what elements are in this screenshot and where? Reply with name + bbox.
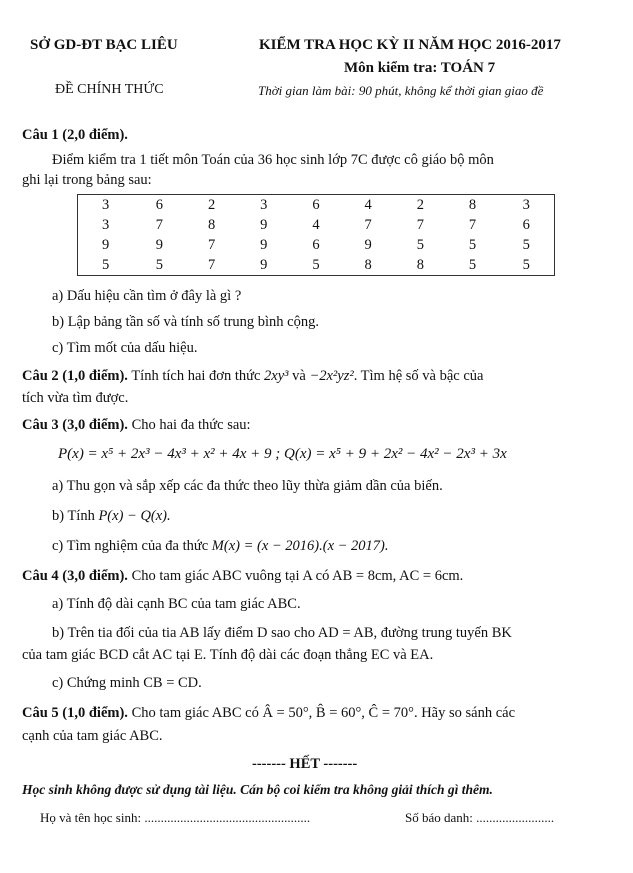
- q1-part-b: b) Lập bảng tần số và tính số trung bình cộng.: [52, 314, 319, 330]
- table-cell: 3: [260, 196, 268, 213]
- end-marker: ------- HẾT -------: [252, 756, 358, 772]
- q3-label: Câu 3 (3,0 điểm).: [22, 417, 128, 433]
- table-cell: 8: [468, 196, 477, 213]
- table-cell: 5: [468, 256, 477, 273]
- exam-subject: Môn kiểm tra: TOÁN 7: [344, 60, 496, 76]
- table-cell: 6: [522, 216, 530, 233]
- table-cell: 5: [416, 236, 424, 253]
- table-cell: 2: [416, 196, 424, 213]
- q2-line2: tích vừa tìm được.: [22, 390, 129, 406]
- q3-part-a: a) Thu gọn và sắp xếp các đa thức theo lũy thừa giảm dần của biến.: [52, 478, 443, 494]
- table-cell: 3: [522, 196, 530, 213]
- q4-part-b-line2: của tam giác BCD cắt AC tại E. Tính độ dài các đoạn thẳng EC và EA.: [22, 647, 434, 663]
- official-exam-label: ĐỀ CHÍNH THỨC: [55, 82, 164, 97]
- q3-part-b-math: P(x) − Q(x).: [98, 508, 171, 524]
- q2-line1: [22, 368, 483, 385]
- q1-part-a: a) Dấu hiệu cần tìm ở đây là gì ?: [52, 288, 242, 304]
- table-cell: 7: [416, 216, 424, 233]
- table-cell: 4: [364, 196, 372, 213]
- table-cell: 5: [468, 236, 477, 253]
- table-cell: 8: [207, 216, 216, 233]
- score-table: [77, 194, 555, 276]
- q3-intro: Cho hai đa thức sau:: [131, 417, 251, 433]
- q4-line1: [22, 568, 463, 585]
- exam-title: KIỂM TRA HỌC KỲ II NĂM HỌC 2016-2017: [259, 37, 561, 53]
- exam-time: Thời gian làm bài: 90 phút, không kể thời gian giao đề: [258, 83, 544, 98]
- q5-line1: [22, 705, 515, 722]
- q4-label: Câu 4 (3,0 điểm).: [22, 568, 128, 584]
- q2-and: và: [292, 368, 306, 384]
- q3-polynomials: P(x) = x⁵ + 2x³ − 4x³ + x² + 4x + 9 ; Q(x) = x⁵ + 9 + 2x² − 4x² − 2x³ + 3x: [58, 446, 507, 462]
- student-name-field: Họ và tên học sinh: ...................................................: [40, 810, 311, 825]
- table-cell: 5: [522, 256, 530, 273]
- table-cell: 9: [260, 256, 268, 273]
- student-id-field: Số báo danh: ........................: [405, 810, 555, 825]
- table-cell: 8: [416, 256, 424, 273]
- q1-label: Câu 1 (2,0 điểm).: [22, 127, 128, 143]
- q3-part-c-text: c) Tìm nghiệm của đa thức: [52, 538, 209, 554]
- table-row: [78, 255, 555, 276]
- q2-text2: . Tìm hệ số và bậc của: [353, 368, 484, 384]
- table-cell: 7: [468, 216, 477, 233]
- table-cell: 9: [260, 216, 268, 233]
- table-cell: 7: [155, 216, 164, 233]
- table-row: [78, 235, 555, 255]
- q3-part-b-text: b) Tính: [52, 508, 95, 524]
- table-cell: 9: [102, 236, 110, 253]
- q1-part-c: c) Tìm mốt của dấu hiệu.: [52, 340, 198, 356]
- q5-line2: cạnh của tam giác ABC.: [22, 728, 163, 744]
- table-cell: 7: [207, 256, 216, 273]
- q3-line1: [22, 417, 251, 434]
- table-cell: 9: [260, 236, 268, 253]
- q2-text1: Tính tích hai đơn thức: [131, 368, 261, 384]
- table-cell: 5: [102, 256, 110, 273]
- table-cell: 3: [102, 196, 110, 213]
- table-cell: 4: [312, 216, 320, 233]
- q2-monomial-1: 2xy³: [264, 368, 289, 384]
- q1-intro-line1: Điểm kiểm tra 1 tiết môn Toán của 36 học sinh lớp 7C được cô giáo bộ môn: [52, 152, 494, 168]
- table-cell: 6: [312, 236, 320, 253]
- table-cell: 3: [102, 216, 110, 233]
- table-cell: 9: [155, 236, 164, 253]
- table-row: [78, 215, 555, 235]
- q2-monomial-2: −2x²yz²: [309, 368, 354, 384]
- table-cell: 5: [155, 256, 164, 273]
- q1-intro-line2: ghi lại trong bảng sau:: [22, 172, 152, 188]
- q3-part-c: [52, 538, 389, 555]
- table-cell: 6: [312, 196, 320, 213]
- q3-part-c-math: M(x) = (x − 2016).(x − 2017).: [211, 538, 389, 554]
- q3-part-b: [52, 508, 171, 525]
- table-row: [78, 195, 555, 216]
- table-cell: 5: [522, 236, 530, 253]
- table-cell: 6: [155, 196, 164, 213]
- q5-text: Cho tam giác ABC có Â = 50°, B̂ = 60°, Ĉ = 70°. Hãy so sánh các: [131, 705, 516, 721]
- q4-part-c: c) Chứng minh CB = CD.: [52, 675, 202, 691]
- q4-part-b-line1: b) Trên tia đối của tia AB lấy điểm D sao cho AD = AB, đường trung tuyến BK: [52, 625, 512, 641]
- q4-intro: Cho tam giác ABC vuông tại A có AB = 8cm, AC = 6cm.: [131, 568, 464, 584]
- table-cell: 8: [364, 256, 372, 273]
- school-department: SỞ GD-ĐT BẠC LIÊU: [30, 37, 178, 53]
- table-cell: 5: [312, 256, 320, 273]
- table-cell: 2: [207, 196, 216, 213]
- q2-label: Câu 2 (1,0 điểm).: [22, 368, 128, 384]
- q4-part-a: a) Tính độ dài cạnh BC của tam giác ABC.: [52, 596, 301, 612]
- table-cell: 9: [364, 236, 372, 253]
- table-cell: 7: [364, 216, 372, 233]
- table-cell: 7: [207, 236, 216, 253]
- exam-note: Học sinh không được sử dụng tài liệu. Cán bộ coi kiểm tra không giải thích gì thêm.: [22, 782, 493, 797]
- q5-label: Câu 5 (1,0 điểm).: [22, 705, 128, 721]
